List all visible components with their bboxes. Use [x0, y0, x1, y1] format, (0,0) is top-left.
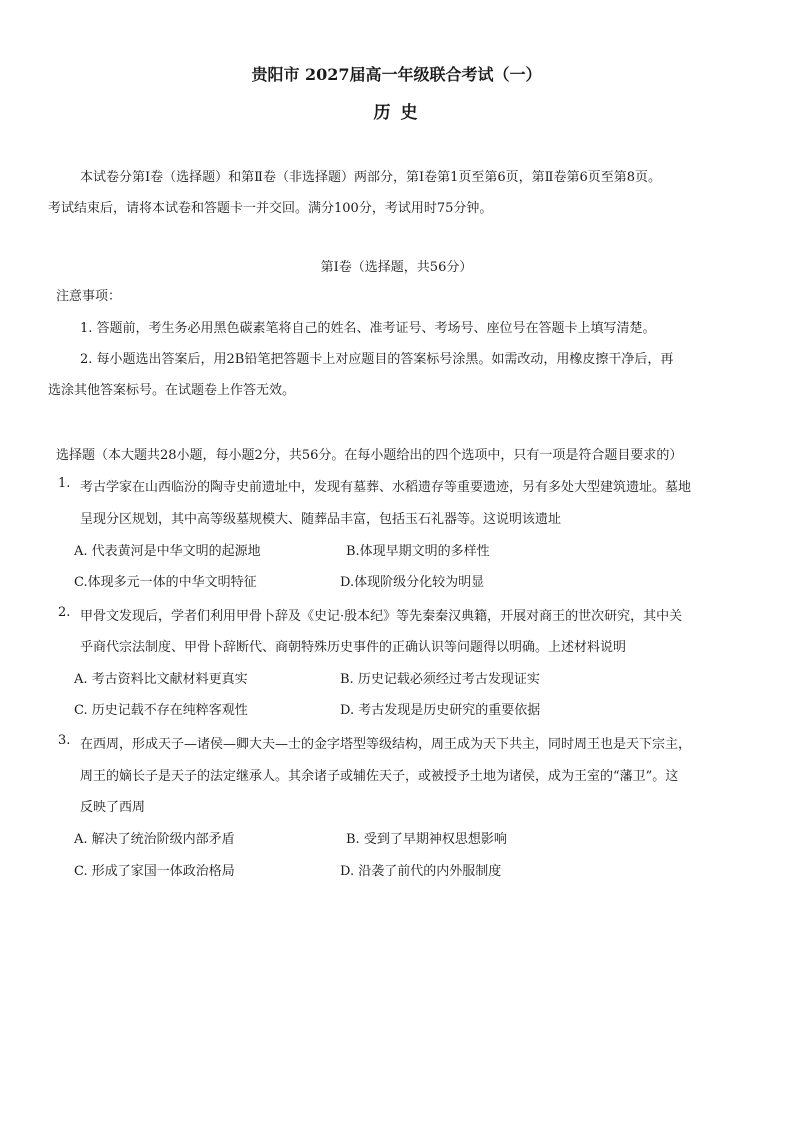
intro-line-2: 考试结束后，请将本试卷和答题卡一并交回。满分100分，考试用时75分钟。: [48, 201, 493, 216]
question-text-line: 在西周，形成天子—诸侯—卿大夫—士的金字塔型等级结构，周王成为天下共主，同时周王也是天下宗主，: [80, 737, 692, 752]
exam-title: 贵阳市 2027届高一年级联合考试（一）: [251, 65, 542, 84]
mc-instructions: 选择题（本大题共28小题，每小题2分，共56分。在每小题给出的四个选项中，只有一项是符合题目要求的）: [56, 448, 683, 463]
question-number: 1.: [58, 476, 71, 491]
option-b: B. 受到了早期神权思想影响: [346, 832, 507, 847]
subject-title: 历 史: [373, 103, 420, 123]
option-c: C. 历史记载不存在纯粹客观性: [74, 703, 248, 718]
option-a: A. 代表黄河是中华文明的起源地: [74, 544, 261, 559]
option-b: B. 历史记载必须经过考古发现证实: [340, 672, 540, 687]
question-text-line: 甲骨文发现后，学者们利用甲骨卜辞及《史记·殷本纪》等先秦秦汉典籍，开展对商王的世次研究，其中关: [80, 609, 683, 624]
note-2-line-2: 选涂其他答案标号。在试题卷上作答无效。: [48, 383, 296, 398]
question-text-line: 周王的嫡长子是天子的法定继承人。其余诸子或辅佐天子，或被授予土地为诸侯，成为王室的“藩卫”。这: [80, 769, 679, 784]
note-2-line-1: 2. 每小题选出答案后，用2B铅笔把答题卡上对应题目的答案标号涂黑。如需改动，用橡皮擦干净后，再: [80, 352, 674, 367]
option-d: D. 考古发现是历史研究的重要依据: [340, 703, 541, 718]
question-text-line: 呈现分区规划，其中高等级墓规模大、随葬品丰富，包括玉石礼器等。这说明该遗址: [80, 512, 562, 527]
intro-line-1: 本试卷分第Ⅰ卷（选择题）和第Ⅱ卷（非选择题）两部分，第Ⅰ卷第1页至第6页，第Ⅱ卷第6页至第8页。: [80, 170, 662, 185]
question-text-line: 考古学家在山西临汾的陶寺史前遗址中，发现有墓葬、水稻遗存等重要遗迹，另有多处大型建筑遗址。墓地: [80, 480, 692, 495]
option-d: D. 沿袭了前代的内外服制度: [340, 864, 502, 879]
question-number: 3.: [58, 733, 71, 748]
option-d: D.体现阶级分化较为明显: [340, 575, 485, 590]
section-title: 第Ⅰ卷（选择题，共56分）: [320, 260, 473, 275]
question-text-line: 反映了西周: [80, 800, 146, 815]
option-b: B.体现早期文明的多样性: [346, 544, 490, 559]
question-text-line: 乎商代宗法制度、甲骨卜辞断代、商朝特殊历史事件的正确认识等问题得以明确。上述材料说明: [80, 640, 627, 655]
option-a: A. 解决了统治阶级内部矛盾: [74, 832, 235, 847]
option-c: C.体现多元一体的中华文明特征: [74, 575, 257, 590]
note-1: 1. 答题前，考生务必用黑色碳素笔将自己的姓名、准考证号、考场号、座位号在答题卡上填写清楚。: [80, 321, 656, 336]
option-a: A. 考古资料比文献材料更真实: [74, 672, 248, 687]
question-number: 2.: [58, 605, 71, 620]
notes-heading: 注意事项：: [56, 289, 122, 304]
option-c: C. 形成了家国一体政治格局: [74, 864, 235, 879]
